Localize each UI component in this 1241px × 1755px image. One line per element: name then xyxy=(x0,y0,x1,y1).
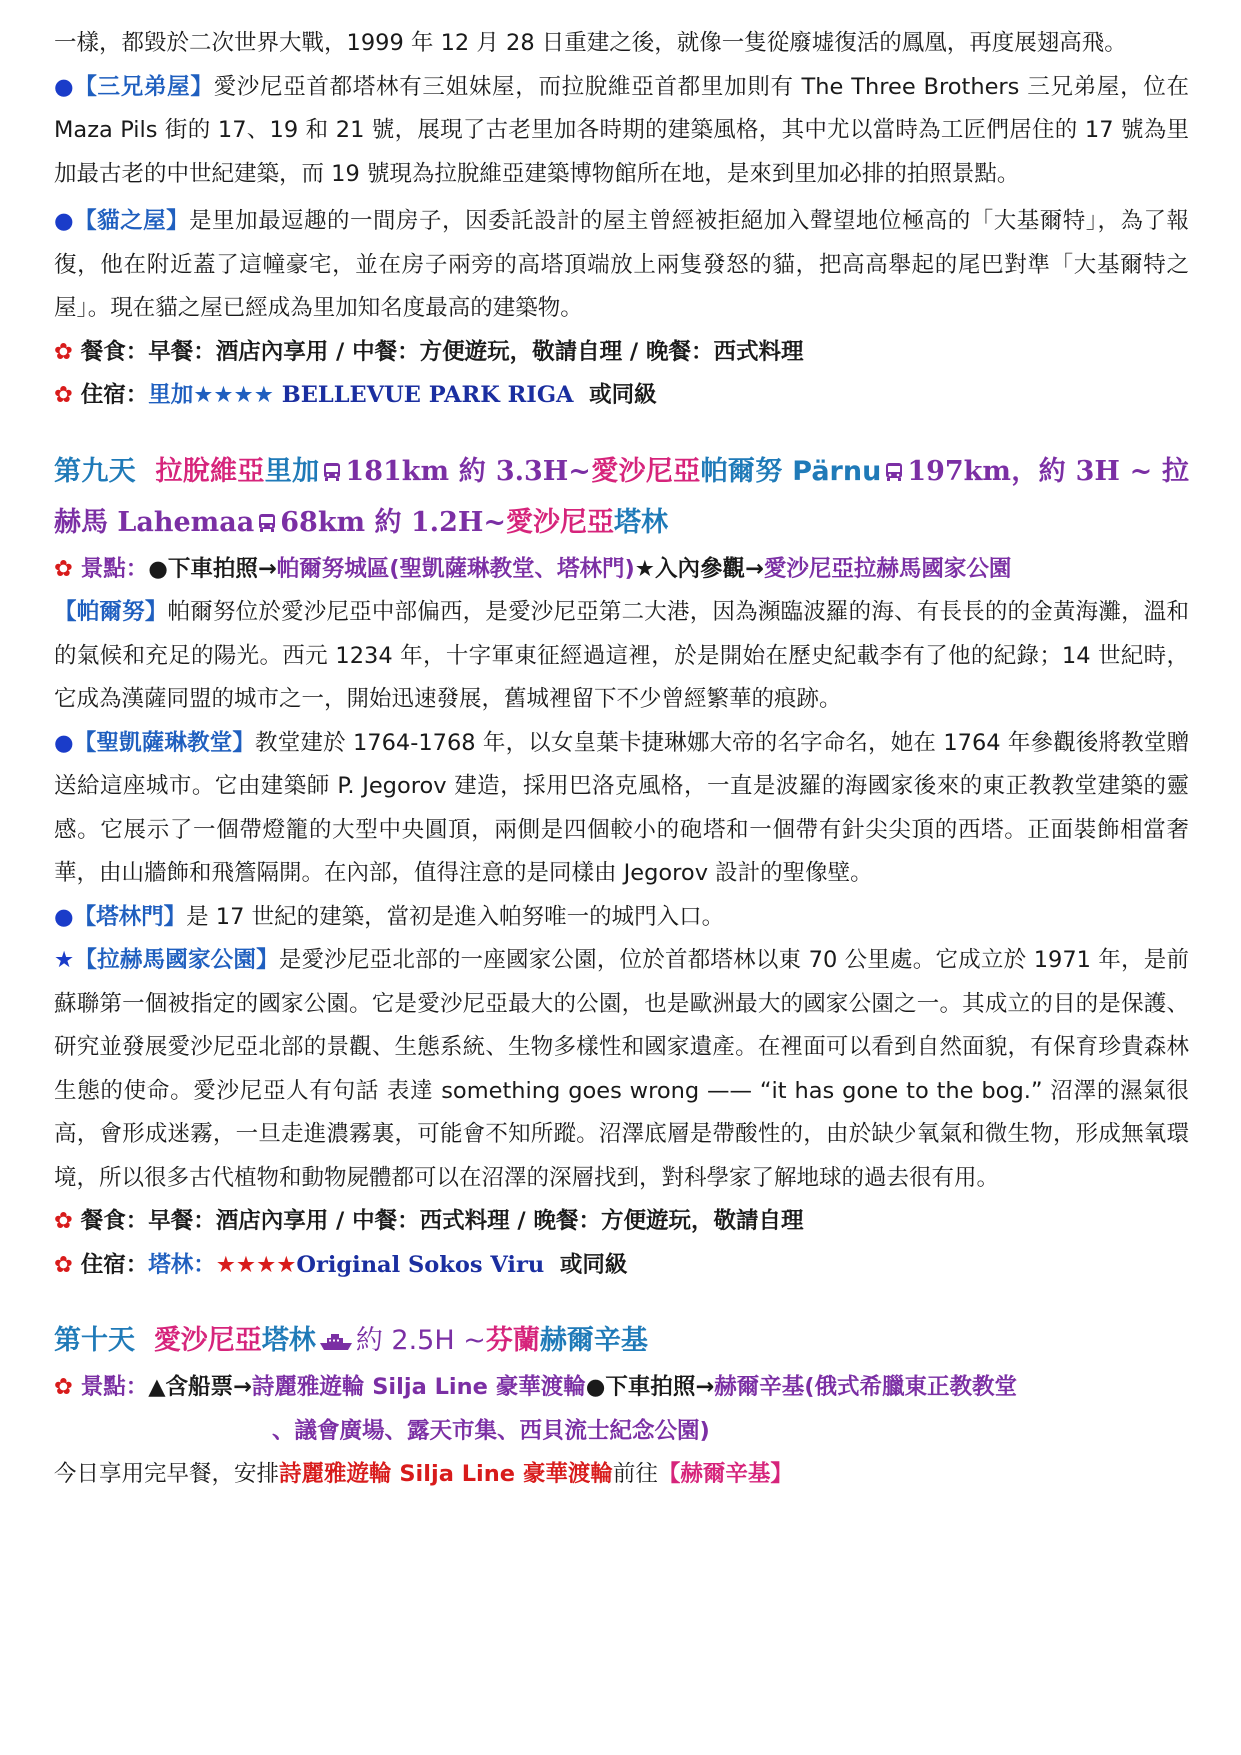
day9-heading: 第九天 拉脫維亞里加 181km 約 3.3H~愛沙尼亞帕爾努 Pärnu 197km，約 3H ~ 拉赫馬 Lahemaa 68km 約 1.2H~愛沙尼亞塔林 xyxy=(54,455,1190,538)
meals-line: ✿ 餐食：早餐：酒店內享用 / 中餐：方便遊玩，敬請自理 / 晚餐：西式料理 xyxy=(54,338,804,365)
day10-spots-line-cont: 、議會廣場、露天市集、西貝流士紀念公園) xyxy=(272,1417,710,1444)
bullet-dot-icon: ● xyxy=(54,73,75,100)
hotel-name: BELLEVUE PARK RIGA xyxy=(281,382,574,408)
meals-line: ✿ 餐食：早餐：酒店內享用 / 中餐：西式料理 / 晚餐：方便遊玩，敬請自理 xyxy=(54,1208,804,1234)
star-icon: ★ xyxy=(54,947,75,973)
paragraph-cat-house: ●【貓之屋】是里加最逗趣的一間房子，因委託設計的屋主曾經被拒絕加入聲望地位極高的「大基爾特」，為了報復，他在附近蓋了這幢豪宅，並在房子兩旁的高塔頂端放上兩隻發怒的貓，把高高舉起的尾巴對準「大基爾特之屋」。現在貓之屋已經成為里加知名度最高的建築物。 xyxy=(54,208,1189,321)
day10-heading: 第十天 愛沙尼亞塔林 約 2.5H ~芬蘭赫爾辛基 xyxy=(54,1325,648,1356)
flower-icon: ✿ xyxy=(54,1251,73,1278)
section-title: 【三兄弟屋】 xyxy=(74,73,214,100)
paragraph-day10-intro: 今日享用完早餐，安排詩麗雅遊輪 Silja Line 豪華渡輪前往【赫爾辛基】 xyxy=(54,1461,793,1487)
paragraph-st-catherine: ●【聖凱薩琳教堂】教堂建於 1764-1768 年，以女皇葉卡捷琳娜大帝的名字命名，她在 1764 年參觀後將教堂贈送給這座城市。它由建築師 P. Jegorov 建造，採用巴洛克風格，一直是波羅的海國家後來的東正教教堂建築的靈感。它展示了一個帶燈籠的大型中央圓頂，兩側是四個較小的砲塔和一個帶有針尖尖頂的西塔。正面裝飾相當奢華，由山牆飾和飛簷隔開。在內部，值得注意的是同樣由 Jegorov 設計的聖像壁。 xyxy=(54,729,1189,886)
bullet-dot-icon: ● xyxy=(54,903,74,930)
paragraph-tallinn-gate: ●【塔林門】是 17 世紀的建築，當初是進入帕努唯一的城門入口。 xyxy=(54,903,725,930)
itinerary-page xyxy=(54,22,1189,1497)
star-rating: ★★★★ xyxy=(215,1251,297,1278)
day10-spots-line: ✿ 景點：▲含船票→詩麗雅遊輪 Silja Line 豪華渡輪●下車拍照→赫爾辛基(俄式希臘東正教教堂 xyxy=(54,1374,1018,1400)
stay-line: ✿ 住宿：里加★★★★ BELLEVUE PARK RIGA 或同級 xyxy=(54,382,657,408)
ship-icon xyxy=(319,1333,353,1351)
bus-icon xyxy=(884,462,904,482)
flower-icon: ✿ xyxy=(54,382,73,408)
flower-icon: ✿ xyxy=(54,555,73,582)
section-title: 【帕爾努】 xyxy=(54,599,168,625)
stay-line: ✿ 住宿：塔林：★★★★Original Sokos Viru 或同級 xyxy=(54,1251,628,1278)
bullet-dot-icon: ● xyxy=(54,208,75,234)
hotel-name: Original Sokos Viru xyxy=(296,1251,545,1278)
flower-icon: ✿ xyxy=(54,338,73,365)
section-title: 【貓之屋】 xyxy=(74,208,190,234)
bus-icon xyxy=(322,462,342,482)
paragraph-intro: 一樣，都毀於二次世界大戰，1999 年 12 月 28 日重建之後，就像一隻從廢墟復活的鳳凰，再度展翅高飛。 xyxy=(54,30,1127,56)
section-title: 【塔林門】 xyxy=(73,903,187,930)
day9-spots-line: ✿ 景點：●下車拍照→帕爾努城區(聖凱薩琳教堂、塔林門)★入內參觀→愛沙尼亞拉赫馬國家公園 xyxy=(54,555,1012,582)
bus-icon xyxy=(257,513,277,533)
paragraph-parnu: 【帕爾努】帕爾努位於愛沙尼亞中部偏西，是愛沙尼亞第二大港，因為瀕臨波羅的海、有長長的的金黃海灘，溫和的氣候和充足的陽光。西元 1234 年，十字軍東征經過這裡，於是開始在歷史紀載李有了他的紀錄；14 世紀時，它成為漢薩同盟的城市之一，開始迅速發展，舊城裡留下不少曾經繁華的痕跡。 xyxy=(54,599,1189,712)
section-title: 【拉赫馬國家公園】 xyxy=(74,947,279,973)
section-title: 【聖凱薩琳教堂】 xyxy=(73,729,256,756)
paragraph-lahemaa: ★【拉赫馬國家公園】是愛沙尼亞北部的一座國家公園，位於首都塔林以東 70 公里處。它成立於 1971 年，是前蘇聯第一個被指定的國家公園。它是愛沙尼亞最大的公園，也是歐洲最大的國家公園之一。其成立的目的是保護、研究並發展愛沙尼亞北部的景觀、生態系統、生物多樣性和國家遺產。在裡面可以看到自然面貌，有保育珍貴森林生態的使命。愛沙尼亞人有句話 表達 something goes wrong —— “it has gone to the bog.” 沼澤的濕氣很高，會形成迷霧，一旦走進濃霧裏，可能會不知所蹤。沼澤底層是帶酸性的，由於缺少氧氣和微生物，形成無氧環境，所以很多古代植物和動物屍體都可以在沼澤的深層找到，對科學家了解地球的過去很有用。 xyxy=(54,947,1189,1191)
flower-icon: ✿ xyxy=(54,1374,73,1400)
paragraph-three-brothers: ●【三兄弟屋】愛沙尼亞首都塔林有三姐妹屋，而拉脫維亞首都里加則有 The Three Brothers 三兄弟屋，位在 Maza Pils 街的 17、19 和 21 號，展現了古老里加各時期的建築風格，其中尤以當時為工匠們居住的 17 號為里加最古老的中世紀建築，而 19 號現為拉脫維亞建築博物館所在地，是來到里加必排的拍照景點。 xyxy=(54,73,1189,187)
flower-icon: ✿ xyxy=(54,1208,73,1234)
bullet-dot-icon: ● xyxy=(54,729,74,756)
